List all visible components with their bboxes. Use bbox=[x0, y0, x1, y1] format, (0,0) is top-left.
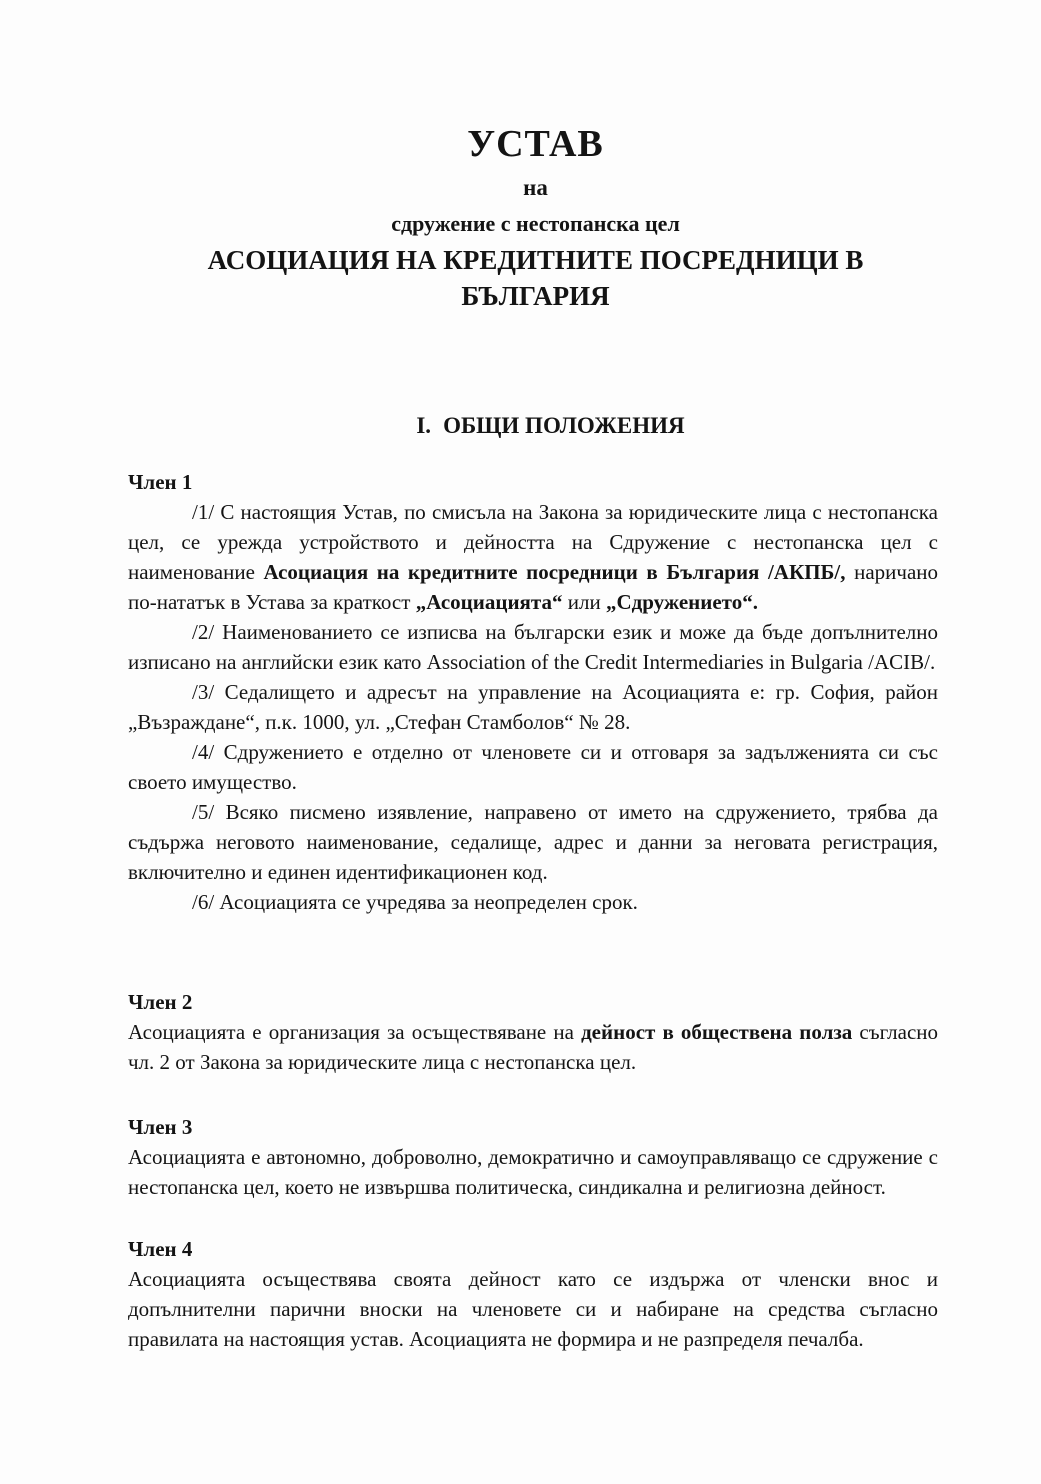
article-heading: Член 3 bbox=[128, 1115, 193, 1139]
article-4 bbox=[128, 1234, 938, 1354]
organization-name-inline: Асоциация на кредитните посредници в България /АКПБ/, bbox=[263, 560, 846, 584]
article-1-paragraph-3: /3/ Седалището и адресът на управление на Асоциацията е: гр. София, район „Възраждане“, п.к. 1000, ул. „Стефан Стамболов“ № 28. bbox=[128, 680, 938, 734]
article-1-paragraph-4: /4/ Сдружението е отделно от членовете си и отговаря за задълженията си със своето имущество. bbox=[128, 740, 938, 794]
article-2 bbox=[128, 987, 938, 1077]
document-subtitle: сдружение с нестопанска цел bbox=[391, 211, 680, 236]
document-preposition: на bbox=[523, 175, 548, 200]
document-title: УСТАВ bbox=[467, 123, 604, 165]
article-heading: Член 2 bbox=[128, 990, 193, 1014]
article-1-paragraph-6: /6/ Асоциацията се учредява за неопределен срок. bbox=[192, 890, 638, 914]
article-1-paragraph-5: /5/ Всяко писмено изявление, направено от името на сдружението, трябва да съдържа неговото наименование, седалище, адрес и данни за неговата регистрация, включително и единен идентификационен код. bbox=[128, 800, 938, 884]
article-heading: Член 4 bbox=[128, 1237, 193, 1261]
public-benefit-text: дейност в обществена полза bbox=[581, 1020, 853, 1044]
section-title: ОБЩИ ПОЛОЖЕНИЯ bbox=[443, 413, 685, 438]
organization-name: АСОЦИАЦИЯ НА КРЕДИТНИТЕ ПОСРЕДНИЦИ В БЪЛГАРИЯ bbox=[207, 245, 864, 311]
short-name-2: „Сдружението“. bbox=[605, 590, 758, 614]
section-number: I. bbox=[416, 413, 432, 438]
text-run: съгласно чл. 2 от Закона за юридическите лица с нестопанска цел. bbox=[128, 1020, 939, 1074]
article-3-paragraph: Асоциацията е автономно, доброволно, демократично и самоуправляващо се сдружение с нестопанска цел, което не извършва политическа, синдикална и религиозна дейност. bbox=[128, 1145, 938, 1199]
article-1-paragraph-2: /2/ Наименованието се изписва на български език и може да бъде допълнително изписано на английски език като Association of the Credit Intermediaries in Bulgaria /ACIB/. bbox=[128, 620, 938, 674]
article-3 bbox=[128, 1112, 938, 1202]
article-1-paragraph-1 bbox=[128, 497, 938, 617]
section-heading bbox=[0, 410, 1041, 442]
article-4-paragraph: Асоциацията осъществява своята дейност като се издържа от членски внос и допълнителни парични вноски на членовете си и набиране на средства съгласно правилата на настоящия устав. Асоциацията не формира и не разпределя печалба. bbox=[128, 1267, 938, 1351]
title-block bbox=[0, 118, 1041, 314]
short-name-1: „Асоциацията“ bbox=[415, 590, 563, 614]
article-1 bbox=[128, 467, 938, 917]
text-run: /1/ С настоящия Устав, по смисъла на Закона за юридическите лица с нестопанска цел, се урежда устройството и дейността на Сдружение с нестопанска цел с наименование bbox=[128, 500, 938, 584]
text-run: или bbox=[562, 590, 606, 614]
article-2-paragraph bbox=[128, 1017, 938, 1077]
text-run: Асоциацията е организация за осъществяване на bbox=[128, 1020, 582, 1044]
text-run: наричано по-нататък в Устава за краткост bbox=[128, 560, 938, 614]
article-heading: Член 1 bbox=[128, 470, 193, 494]
